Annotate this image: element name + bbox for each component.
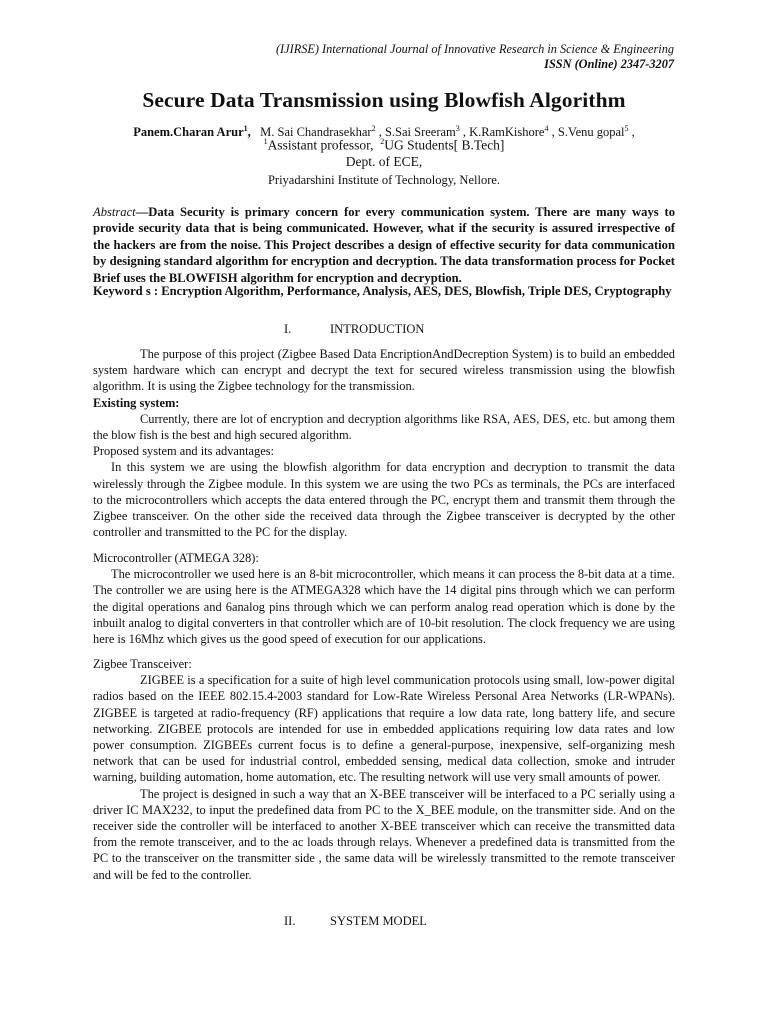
author-3-sup: 3	[455, 124, 460, 133]
zigbee-block	[93, 656, 675, 883]
journal-issn: ISSN (Online) 2347-3207	[544, 57, 674, 71]
microcontroller-block	[93, 550, 675, 647]
journal-header	[276, 42, 674, 72]
section-name: INTRODUCTION	[330, 322, 425, 336]
project-design-paragraph: The project is designed in such a way that an X-BEE transceiver will be interfaced to a PC serially using a driver IC MAX232, to input the predefined data from PC to the X_BEE module, on the transmitter side. And on the receiver side the controller will be interfaced to another X-BEE transceiver which can receive the transmitted data from the remote transceiver, and to the ac loads through relays. Whenever a predefined data is transmitted from the PC to the transceiver on the transmitter side , the same data will be wirelessly transmitted to the remote transceiver and will be fed to the controller.	[93, 786, 675, 882]
affiliation-sup-2: 2	[380, 137, 385, 146]
abstract	[93, 204, 675, 286]
microcontroller-paragraph: The microcontroller we used here is an 8-bit microcontroller, which means it can process the 8-bit data at a time. The controller we are using here is the ATMEGA328 which have the 14 digital pins through which we can perform the digital operations and 6analog pins through which we can perform analog read operation which is done by the inbuilt analog to digital converters in that controller which are of 10-bit resolution. The clock frequency we are using here is 16Mhz which gives us the good speed of execution for our applications.	[93, 567, 675, 647]
affiliation-role-1: Assistant professor,	[267, 137, 374, 153]
proposed-system-heading: Proposed system and its advantages:	[93, 444, 275, 459]
intro-paragraph: The purpose of this project (Zigbee Based Data EncriptionAndDecreption System) is to build an embedded system hardware which can encrypt and decrypt the text for secured wireless transmission using the blowfish algorithm. It is using the Zigbee technology for the transmission.	[93, 347, 675, 394]
author-5-sup: 5	[624, 124, 629, 133]
author-4-sup: 4	[544, 124, 549, 133]
affiliation-role-2: UG Students[ B.Tech]	[384, 137, 505, 153]
section-name: SYSTEM MODEL	[330, 914, 427, 928]
section-number: I.	[284, 322, 292, 336]
author-4: , K.RamKishore	[462, 125, 545, 140]
paper-title: Secure Data Transmission using Blowfish Algorithm	[142, 88, 626, 112]
journal-name: (IJIRSE) International Journal of Innovative Research in Science & Engineering	[275, 42, 674, 56]
department: Dept. of ECE,	[345, 154, 423, 169]
author-5: , S.Venu gopal	[551, 125, 625, 140]
author-main-sup: 1	[243, 124, 248, 133]
zigbee-heading: Zigbee Transceiver:	[93, 657, 192, 671]
author-2: M. Sai Chandrasekhar	[260, 125, 372, 140]
keywords: Keyword s : Encryption Algorithm, Performance, Analysis, AES, DES, Blowfish, Triple DES, Cryptography	[93, 284, 672, 298]
section-number: II.	[284, 914, 296, 928]
author-2-sup: 2	[371, 124, 376, 133]
affiliation-roles	[0, 137, 768, 154]
author-3: , S.Sai Sreeram	[378, 125, 456, 140]
abstract-label: Abstract	[93, 205, 136, 219]
abstract-text: —Data Security is primary concern for every communication system. There are many ways to provide security data that is being communicated. However, what if the security is assured irrespective of the hackers are from the noise. This Project describes a design of effective security for data communication by designing standard algorithm for encryption and decryption. The data transformation process for Pocket Brief uses the BLOWFISH algorithm for encryption and decryption.	[93, 205, 675, 285]
intro-body	[93, 346, 675, 540]
existing-system-paragraph: Currently, there are lot of encryption and decryption algorithms like RSA, AES, DES, etc. but among them the blow fish is the best and high secured algorithm.	[93, 411, 675, 443]
proposed-system-paragraph: In this system we are using the blowfish algorithm for data encryption and decryption to transmit the data wirelessly through the Zigbee module. In this system we are using the two PCs as terminals, the PCs are interfaced to the microcontrollers which accepts the data entered through the PC, encrypt them and transmit them through the Zigbee transceiver. On the other side the received data through the Zigbee transceiver is decrypted by the other controller and transmitted to the PC for the display.	[93, 460, 675, 540]
zigbee-paragraph: ZIGBEE is a specification for a suite of high level communication protocols using small, low-power digital radios based on the IEEE 802.15.4-2003 standard for Low-Rate Wireless Personal Area Networks (LR-WPANs). ZIGBEE is targeted at radio-frequency (RF) applications that require a low data rate, long battery life, and secure networking. ZIGBEE protocols are intended for use in embedded applications requiring low data rates and low power consumption. ZIGBEEs current focus is to define a general-purpose, inexpensive, self-organizing mesh network that can be used for industrial control, embedded sensing, medical data collection, smoke and intruder warning, building automation, home automation, etc. The resulting network will use very small amounts of power.	[93, 673, 675, 785]
author-list: Panem.Charan Arur$^1$, M. Sai Chandrasekhar$^2$ , S.Sai Sreeram$^3$ , K.RamKishore$^4$ , S.Venu gopal$^5$ ,	[133, 124, 635, 140]
institute: Priyadarshini Institute of Technology, Nellore.	[267, 173, 501, 187]
author-main: Panem.Charan Arur	[133, 125, 244, 140]
existing-system-heading: Existing system:	[93, 395, 180, 410]
microcontroller-heading: Microcontroller (ATMEGA 328):	[93, 551, 259, 565]
affiliation-sup-1: 1	[263, 137, 268, 146]
